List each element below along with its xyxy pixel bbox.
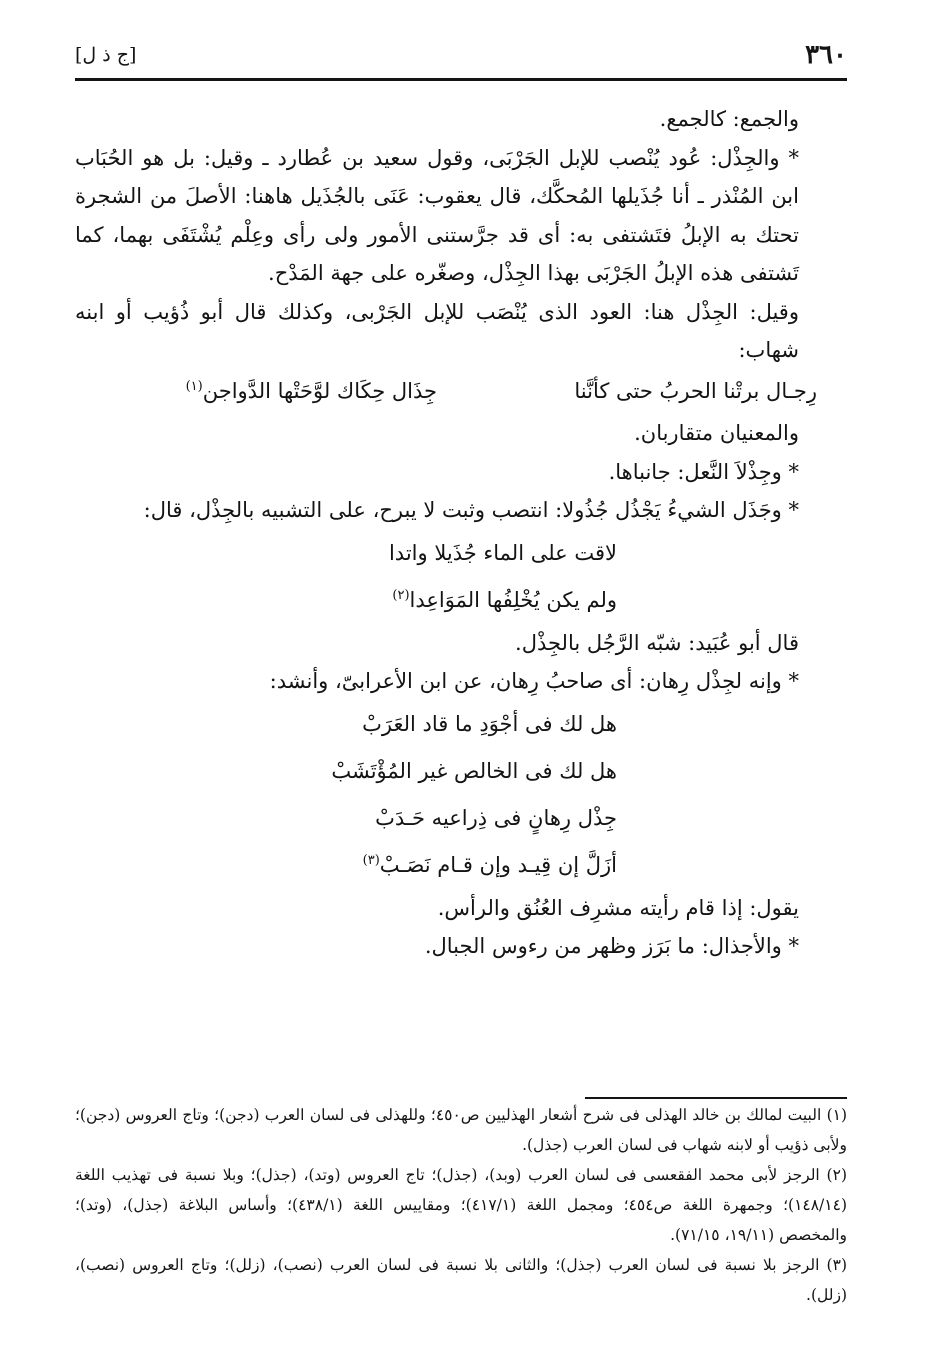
rajaz-line: لاقت على الماء جُذَيلا واتدا [388,540,617,565]
paragraph: والمعنيان متقاربان. [634,421,799,445]
paragraph: وقيل: الجِذْل هنا: العود الذى يُنْصَب للإبل الجَرْبى، وكذلك قال أبو ذُؤيب أو ابنه شهاب: [75,299,799,362]
rajaz-line: هل لك فى أجْوَدِ ما قاد العَرَبْ [362,711,617,736]
verse-hemistich-text: جِذَال حِكَاك لوَّحَتْها الدَّواجن [202,378,437,403]
rajaz-text: أزَلَّ إن قِيـد وإن قـام نَصَـبْ [379,852,617,877]
paragraph: * وجَذَل الشيءُ يَجْذُل جُذُولا: انتصب وثبت لا يبرح، على التشبيه بالجِذْل، قال: [143,498,799,522]
rajaz-line [75,842,847,889]
footnote-marker[interactable]: (١) [185,378,203,394]
footnote: (١) البيت لمالك بن خالد الهذلى فى شرح أشعار الهذليين ص٤٥٠؛ وللهذلى فى لسان العرب (دجن)؛ وتاج العروس (دجن)؛ ولأبى ذؤيب أو لابنه شهاب فى لسان العرب (جذل). [75,1106,848,1154]
paragraph: * وإنه لجِذْل رِهان: أى صاحبُ رِهان، عن ابن الأعرابىّ، وأنشد: [269,669,799,693]
verse-line [75,372,847,411]
paragraph: * وجِذْلاَ النَّعل: جانباها. [608,459,799,484]
footnote-marker[interactable]: (٢) [392,587,410,603]
rajaz-text: ولم يكن يُخْلِفُها المَوَاعِدا [409,587,617,612]
paragraph: قال أبو عُبَيد: شبّه الرَّجُل بالجِذْل. [515,630,799,655]
paragraph: والجمع: كالجمع. [659,107,799,131]
verse-hemistich-second [137,372,437,411]
paragraph: يقول: إذا قام رأيته مشرِف العُنُق والرأس. [437,895,799,920]
root-tag: [ج ذ ل] [75,44,137,66]
paragraph: * والجِذْل: عُود يُنْصب للإبل الجَرْبَى، وقول سعيد بن عُطارد ـ وقيل: بل هو الحُبَاب ابن المُنْذر ـ أنا جُذَيلها المُحكَّك، قال يعقوب: عَنَى بالجُذَيل هاهنا: الأصلَ من الشجرة تحتك به الإبلُ فتَشتفى به: أى قد جرَّستنى الأمور ولى رأى وعِلْم يُشْتَفَى بهما، كما تَشتفى هذه الإبلُ الجَرْبَى بهذا الجِذْل، وصغّره على جهة المَدْح. [75,145,799,285]
footnote-marker[interactable]: (٣) [362,852,380,868]
main-text [75,100,847,966]
page-number: ٣٦٠ [805,40,847,70]
rajaz-line [75,577,847,624]
header-rule [75,78,847,81]
footnotes [75,1100,847,1310]
rajaz-line: جِذْل رِهانٍ فى ذِراعيه حَـدَبْ [375,805,617,830]
footnote: (٢) الرجز لأبى محمد الفقعسى فى لسان العرب (وبد)، (جذل)؛ تاج العروس (وتد)، (جذل)؛ وبلا نسبة فى تهذيب اللغة (١٤٨/١٤)؛ وجمهرة اللغة ص٤٥٤؛ ومجمل اللغة (٤١٧/١)؛ ومقاييس اللغة (٤٣٨/١)؛ وأساس البلاغة (جذل)، (وتد)؛ والمخصص (١٩/١١، ٧١/١٥). [75,1166,847,1244]
page-header [75,40,847,78]
footnote: (٣) الرجز بلا نسبة فى لسان العرب (جذل)؛ والثانى بلا نسبة فى لسان العرب (نصب)، (زلل)؛ وتاج العروس (نصب)، (زلل). [75,1256,847,1304]
footnote-separator [585,1097,847,1099]
verse-hemistich-first: رِجـال برتْنا الحربُ حتى كأنَّنا [574,378,817,403]
rajaz-line: هل لك فى الخالص غير المُؤْتَشَبْ [331,758,617,783]
paragraph: * والأجذال: ما بَرَز وظهر من رءوس الجبال. [424,934,799,958]
